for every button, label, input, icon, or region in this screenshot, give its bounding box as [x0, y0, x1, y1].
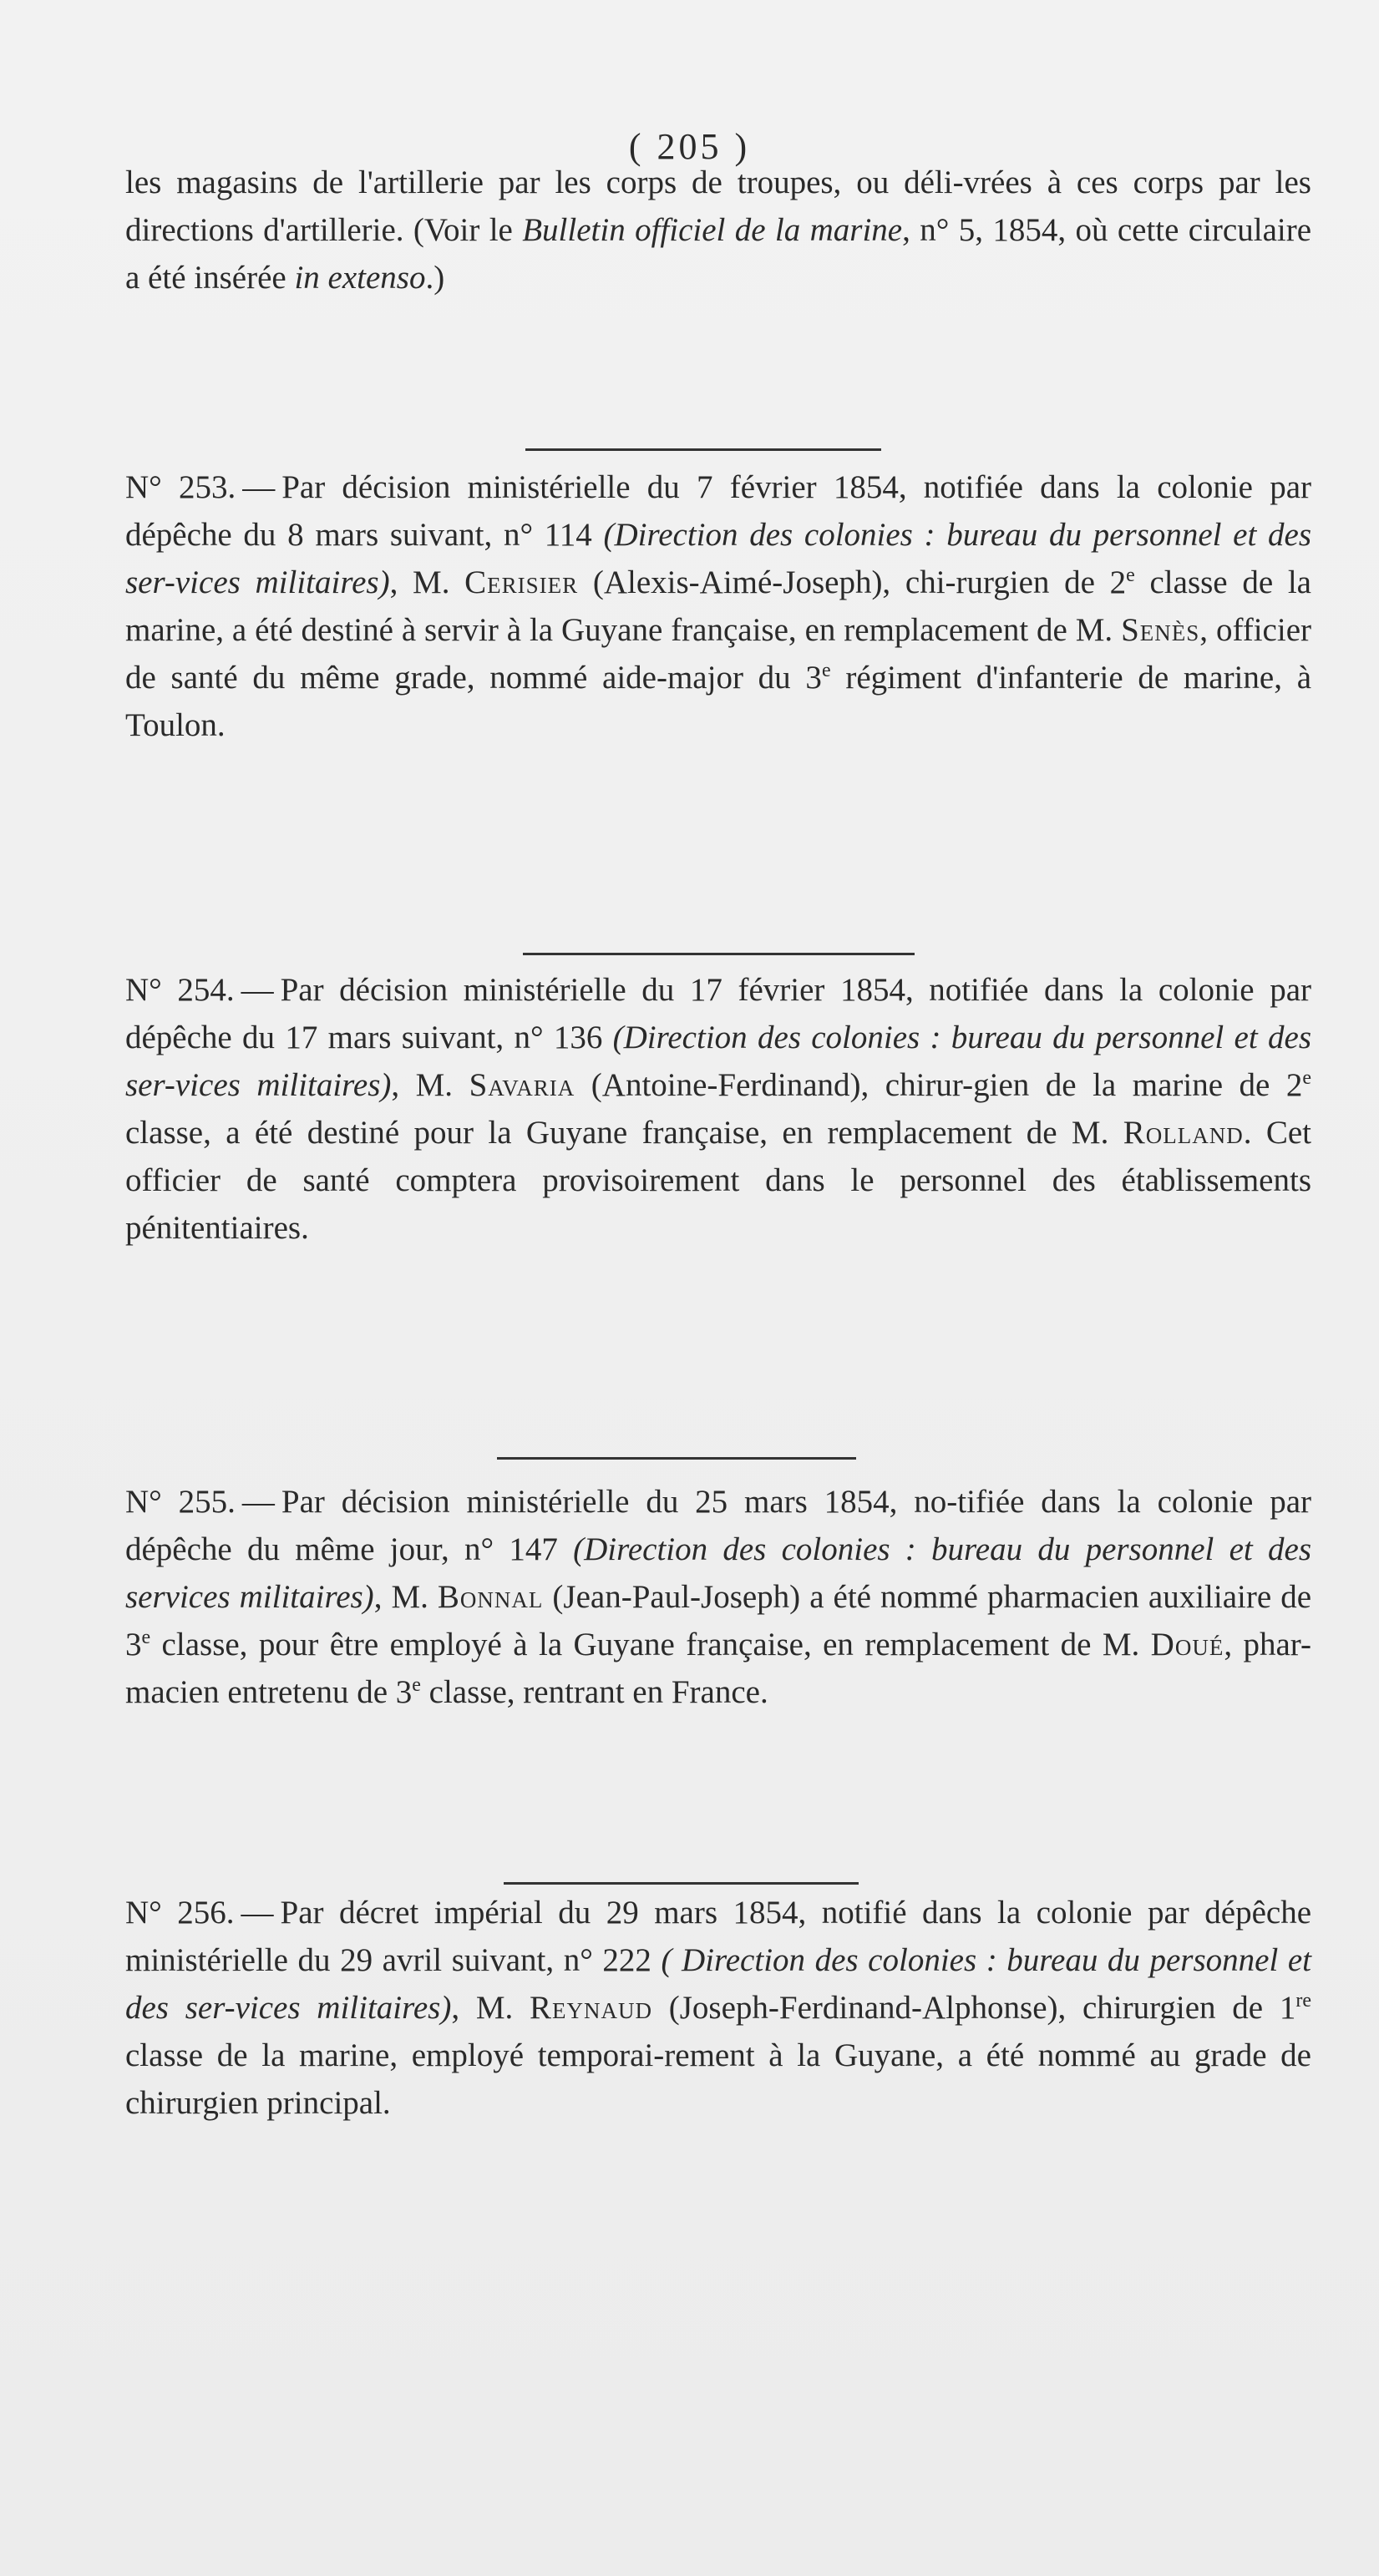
in-extenso-text: in extenso: [294, 260, 426, 296]
section-divider: [523, 953, 915, 955]
entry-text: , M.: [451, 1990, 530, 2026]
entry-text: (Jean-Paul-Joseph) a été nommé pharmacien auxiliaire de 3: [125, 1579, 1311, 1663]
entry-dash: —: [241, 1895, 274, 1931]
person-name: Senès: [1121, 612, 1200, 648]
entry-text: classe de la marine, a été destiné à servir à la Guyane française, en remplacement de M.: [125, 564, 1311, 648]
section-divider: [525, 448, 881, 451]
entry-text: , officier de santé du même grade, nommé aide-major du 3: [125, 612, 1311, 696]
intro-text-2: , n° 5, 1854, où cette circulaire a été insérée: [125, 212, 1312, 296]
entry-text: Par décision ministérielle du 25 mars 1854, no-tifiée dans la colonie par dépêche du même jour, n° 147: [125, 1484, 1312, 1567]
entry-dash: —: [241, 972, 274, 1008]
ordinal-superscript: re: [1295, 1990, 1311, 2012]
entry-text: Par décision ministérielle du 17 février 1854, notifiée dans la colonie par dépêche du 17 mars suivant, n° 136: [125, 972, 1311, 1055]
entry-255: [125, 1478, 1311, 1716]
entry-text: Par décision ministérielle du 7 février 1854, notifiée dans la colonie par dépêche du 8 mars suivant, n° 114: [125, 469, 1311, 553]
entry-256: [125, 1889, 1311, 2127]
intro-text: les magasins de l'artillerie par les corps de troupes, ou déli-vrées à ces corps par les directions d'artillerie. (Voir le: [125, 164, 1311, 248]
entry-text: (Alexis-Aimé-Joseph), chi-rurgien de 2: [578, 564, 1127, 600]
page-number: ( 205 ): [628, 126, 751, 167]
entry-253: [125, 463, 1311, 749]
person-name: Bonnal: [437, 1579, 544, 1615]
entry-text: classe, rentrant en France.: [420, 1674, 768, 1710]
person-name: Reynaud: [530, 1990, 653, 2026]
ordinal-superscript: e: [412, 1674, 421, 1696]
bulletin-title: Bulletin officiel de la marine: [522, 212, 903, 248]
entry-direction: (Direction des colonies : bureau du personnel et des ser-vices militaires): [125, 517, 1312, 600]
entry-text: Par décret impérial du 29 mars 1854, notifié dans la colonie par dépêche ministérielle du 29 avril suivant, n° 222: [125, 1895, 1312, 1978]
ordinal-superscript: e: [1302, 1067, 1311, 1089]
person-name: Cerisier: [464, 564, 579, 600]
section-divider: [497, 1457, 856, 1460]
entry-text: , M.: [373, 1579, 438, 1615]
entry-number: N° 255.: [125, 1484, 236, 1520]
entry-text: classe, a été destiné pour la Guyane française, en remplacement de M.: [125, 1115, 1123, 1151]
person-name: Savaria: [469, 1067, 575, 1103]
entry-text: , phar-macien entretenu de 3: [125, 1627, 1311, 1710]
entry-text: , M.: [389, 564, 465, 600]
entry-direction: (Direction des colonies : bureau du personnel et des services militaires): [125, 1531, 1311, 1615]
entry-dash: —: [242, 469, 276, 505]
entry-text: , M.: [391, 1067, 469, 1103]
entry-text: classe, pour être employé à la Guyane française, en remplacement de M.: [150, 1627, 1151, 1663]
entry-254: [125, 966, 1311, 1252]
ordinal-superscript: e: [141, 1627, 151, 1648]
entry-dash: —: [241, 1484, 275, 1520]
entry-text: (Joseph-Ferdinand-Alphonse), chirurgien de 1: [652, 1990, 1296, 2026]
entry-number: N° 254.: [125, 972, 235, 1008]
ordinal-superscript: e: [821, 660, 831, 681]
entry-text: (Antoine-Ferdinand), chirur-gien de la marine de 2: [575, 1067, 1303, 1103]
entry-number: N° 256.: [125, 1895, 235, 1931]
entry-text: . Cet officier de santé comptera provisoirement dans le personnel des établissements pénitentiaires.: [125, 1115, 1311, 1246]
intro-paragraph: [125, 159, 1311, 301]
person-name: Rolland: [1123, 1115, 1244, 1151]
intro-text-3: .): [425, 260, 445, 296]
entry-text: régiment d'infanterie de marine, à Toulon.: [125, 660, 1312, 743]
section-divider: [504, 1882, 859, 1885]
entry-direction: (Direction des colonies : bureau du personnel et des ser-vices militaires): [125, 1020, 1311, 1103]
ordinal-superscript: e: [1126, 564, 1135, 586]
entry-text: classe de la marine, employé temporai-rement à la Guyane, a été nommé au grade de chirurgien principal.: [125, 2037, 1311, 2121]
entry-direction: ( Direction des colonies : bureau du personnel et des ser-vices militaires): [125, 1942, 1311, 2026]
person-name: Doué: [1150, 1627, 1224, 1663]
entry-number: N° 253.: [125, 469, 236, 505]
